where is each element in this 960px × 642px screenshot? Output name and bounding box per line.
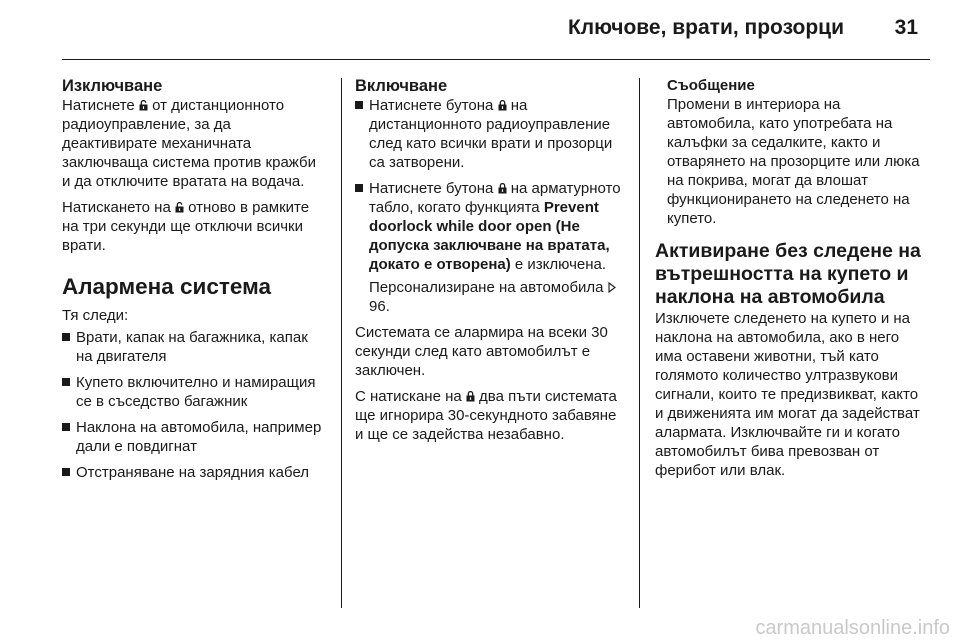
column-divider-2 xyxy=(639,78,640,608)
header-divider xyxy=(62,59,930,60)
column-right xyxy=(655,76,927,487)
setting-name: Prevent doorlock while door open (Не допуска заключване на вратата, докато е отворена) xyxy=(369,199,610,273)
list-item: Отстраняване на зарядния кабел xyxy=(62,463,328,482)
lock-icon xyxy=(498,100,507,111)
lock-icon xyxy=(498,183,507,194)
running-header-title: Ключове, врати, прозорци xyxy=(567,16,844,39)
monitored-list xyxy=(62,328,328,482)
paragraph-arming: Системата се алармира на всеки 30 секунди след като автомобилът е заключен. xyxy=(355,324,608,379)
column-divider-1 xyxy=(341,78,342,608)
unlock-icon xyxy=(139,100,148,111)
section-heading-unlock: Изключване xyxy=(62,77,163,95)
note-text: Промени в интериора на автомобила, като употребата на калъфки за седалките, както и отварянето на прозорците или люка на покрива, могат да влошат функционирането на следенето на купето. xyxy=(667,96,920,227)
lock-icon xyxy=(466,391,475,402)
list-item: Натиснете бутона на арматурното табло, когато функцията Prevent doorlock while door open (Не допуска заключване на вратата, докато е отворена) е изключена. xyxy=(355,179,627,274)
note-heading: Съобщение xyxy=(667,77,755,94)
paragraph-unlock-all: Натискането на отново в рамките на три секунди ще отключи всички врати. xyxy=(62,199,310,254)
section-title-alarm-system: Алармена система xyxy=(62,274,271,299)
unlock-icon xyxy=(175,202,184,213)
activate-list xyxy=(355,96,627,274)
paragraph-unlock: Натиснете от дистанционното радиоуправление, за да деактивирате механичната заключваща система против кражби и да отключите вратата на водача. xyxy=(62,97,316,190)
list-item: Врати, капак на багажника, капак на двигателя xyxy=(62,328,328,366)
personalization-ref: Персонализиране на автомобила 96. xyxy=(355,278,627,316)
note-box xyxy=(655,76,927,228)
column-middle xyxy=(355,76,627,451)
section-heading-activate: Включване xyxy=(355,77,448,95)
list-item: Наклона на автомобила, например дали е повдигнат xyxy=(62,418,328,456)
alarm-intro: Тя следи: xyxy=(62,307,129,324)
page-number: 31 xyxy=(894,16,918,39)
list-item: Купето включително и намиращия се в съседство багажник xyxy=(62,373,328,411)
page-reference-arrow-icon xyxy=(608,282,616,293)
page-header xyxy=(0,0,960,60)
section-title-no-monitoring: Активиране без следене на вътрешността на купето и наклона на автомобила xyxy=(655,240,921,308)
paragraph-disable-monitoring: Изключете следенето на купето и на наклона на автомобила, ако в него има оставени животни, тъй като голямото количество ултразвукови сигнали, които те предизвикват, както и движенията им могат да задействат алармата. Изключвайте ги и когато автомобилът бива превозван от ферибот или влак. xyxy=(655,310,920,479)
column-left xyxy=(62,76,328,489)
watermark: carmanualsonline.info xyxy=(755,617,950,639)
page-link[interactable]: 96 xyxy=(369,298,386,315)
list-item: Натиснете бутона на дистанционното радиоуправление след като всички врати и прозорци са затворени. xyxy=(355,96,627,172)
paragraph-double-press: С натискане на два пъти системата ще игнорира 30-секундното забавяне и ще се задейства незабавно. xyxy=(355,388,617,443)
